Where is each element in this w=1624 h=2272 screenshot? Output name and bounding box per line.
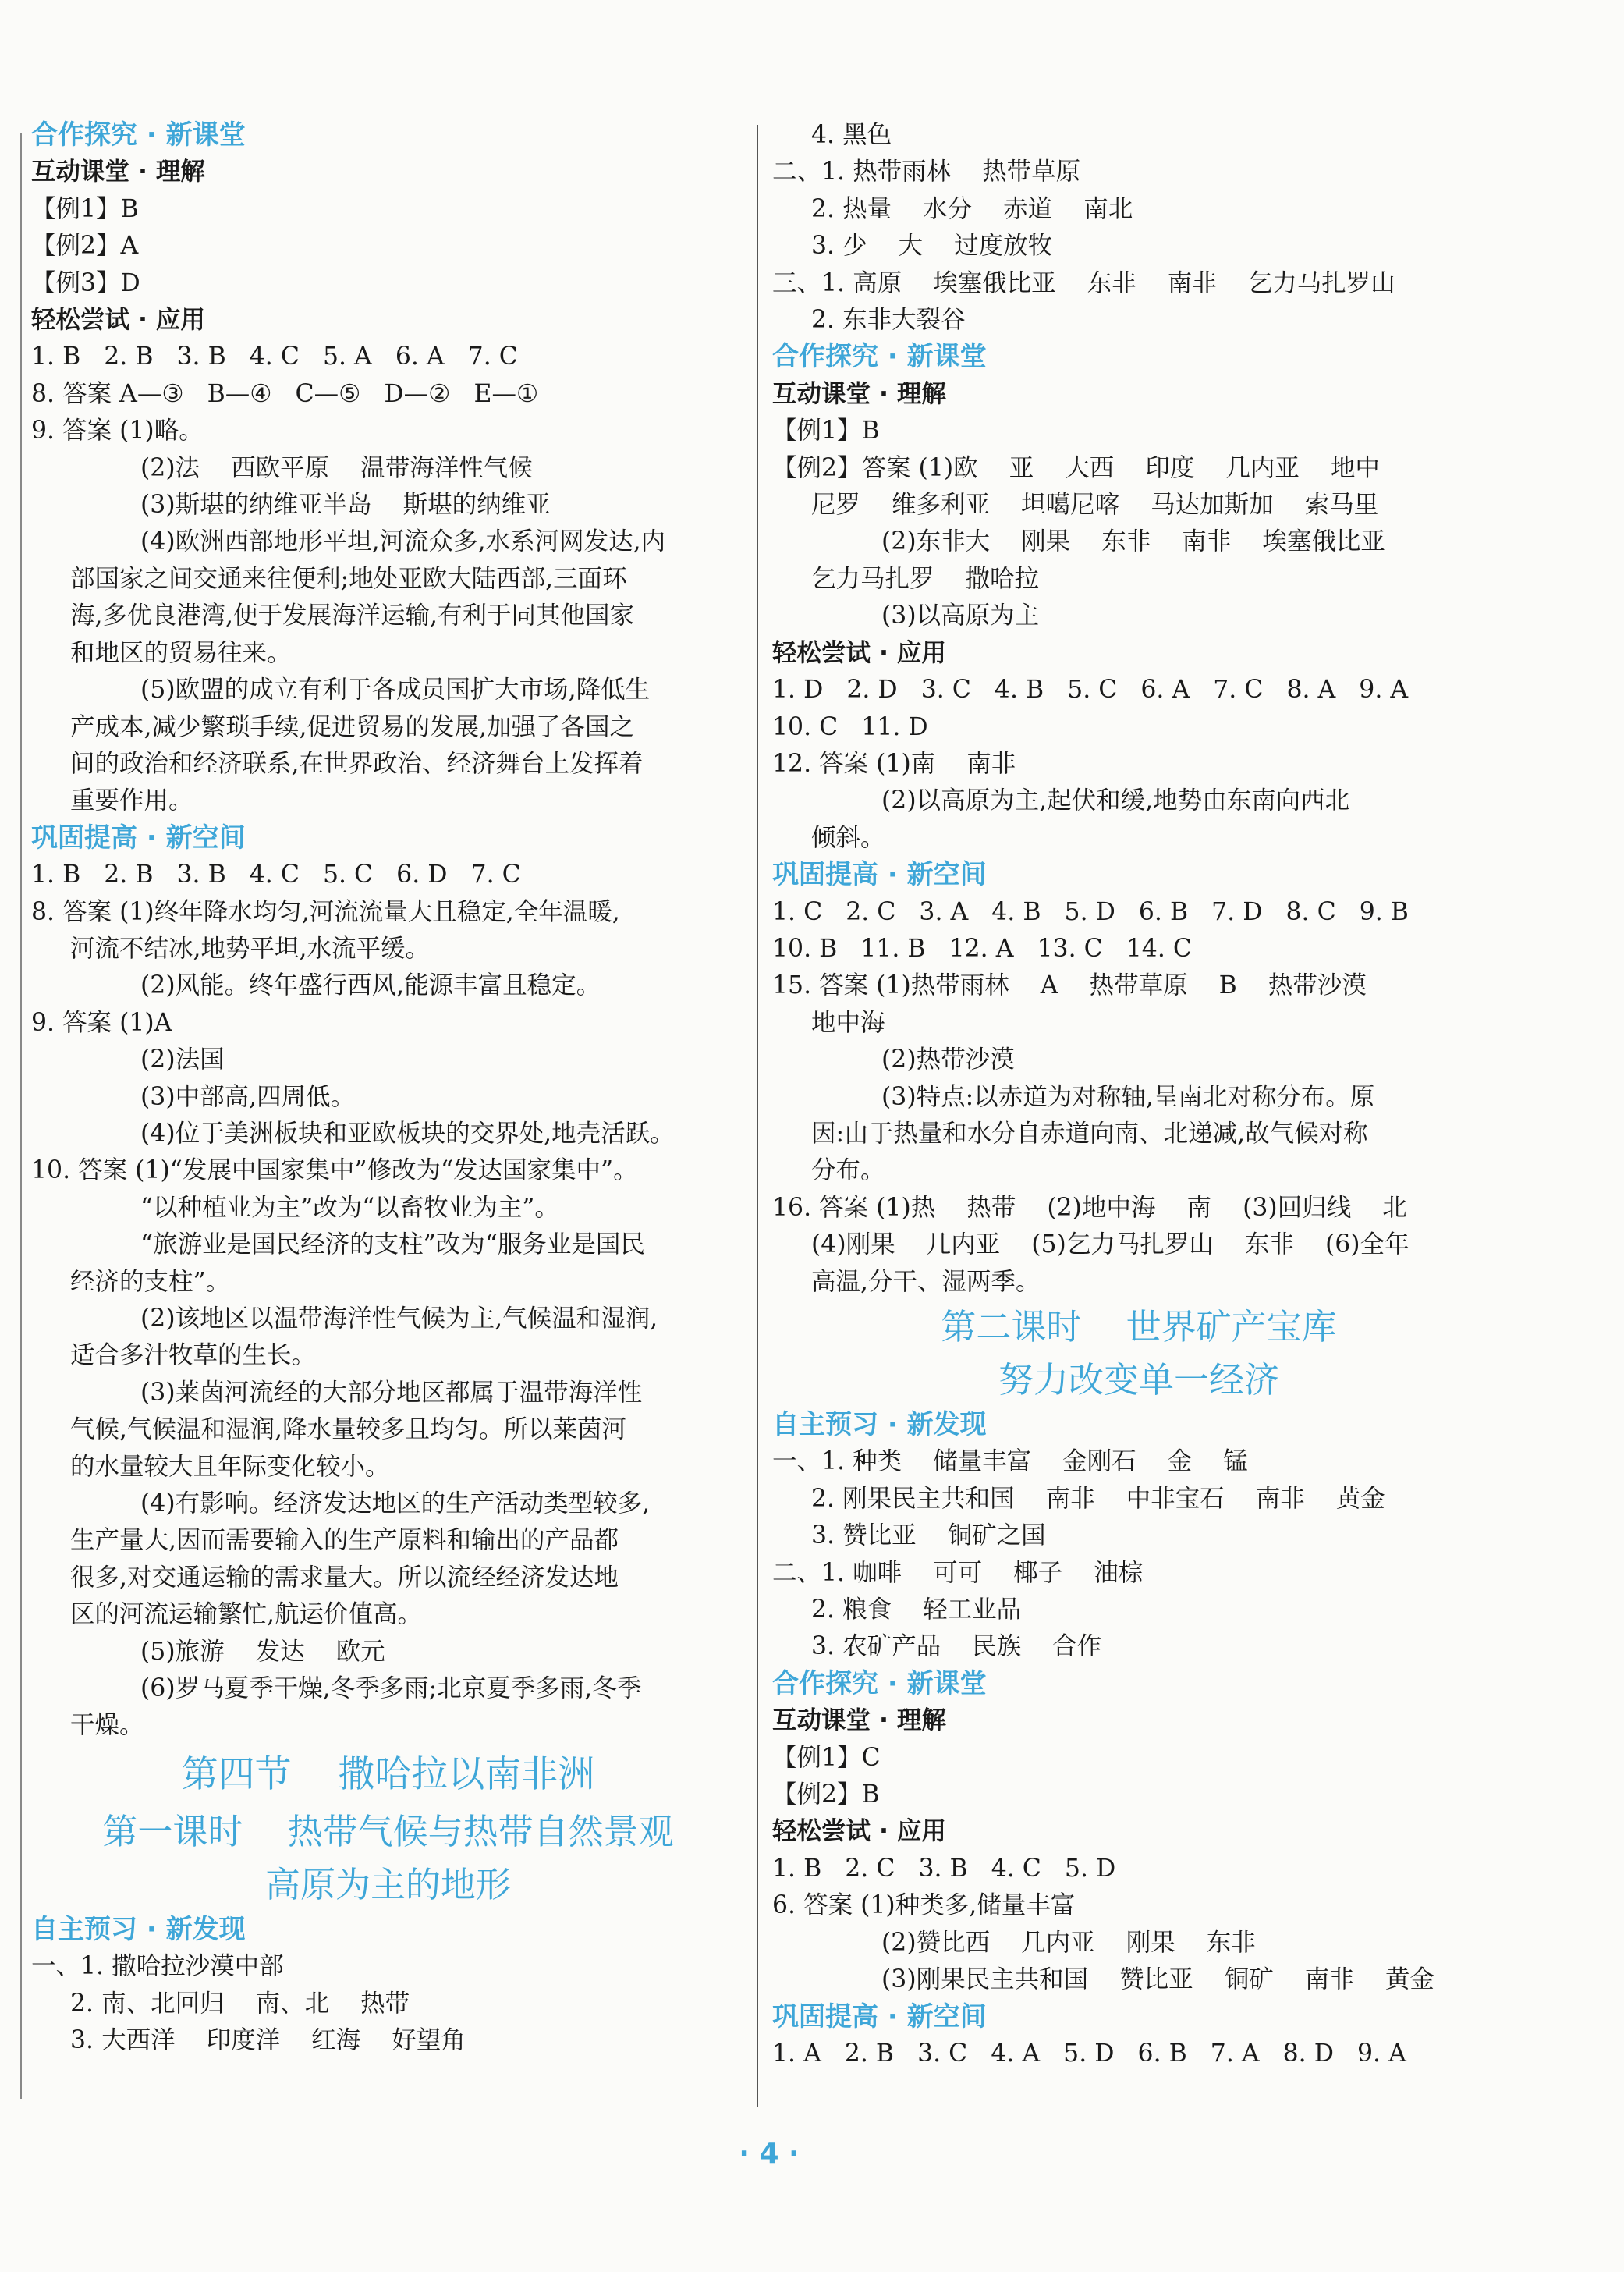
answer-line: (3)中部高,四周低。 [140, 1082, 356, 1111]
answer-line: (2)赞比西 几内亚 刚果 东非 [881, 1928, 1256, 1957]
answer-line: (3)刚果民主共和国 赞比亚 铜矿 南非 黄金 [881, 1965, 1434, 1994]
answer-line: (4)欧洲西部地形平坦,河流众多,水系河网发达,内 [140, 527, 666, 556]
answer-line: 河流不结冰,地势平坦,水流平缓。 [70, 934, 431, 963]
right-column [772, 117, 1505, 2072]
answer-line: 1. C 2. C 3. A 4. B 5. D 6. B 7. D 8. C 9. B [772, 897, 1409, 926]
answer-line: 10. 答案 (1)“发展中国家集中”修改为“发达国家集中”。 [31, 1156, 638, 1185]
answer-line: (2)该地区以温带海洋性气候为主,气候温和湿润, [140, 1305, 658, 1333]
answer-line: 6. 答案 (1)种类多,储量丰富 [772, 1891, 1076, 1920]
answer-line: (4)位于美洲板块和亚欧板块的交界处,地壳活跃。 [140, 1119, 675, 1148]
answer-line: (2)法 西欧平原 温带海洋性气候 [140, 453, 533, 482]
column-divider [757, 125, 758, 2107]
answer-line: 3. 少 大 过度放牧 [811, 232, 1053, 261]
section-heading: 合作探究 · 新课堂 [31, 119, 246, 151]
answer-line: 区的河流运输繁忙,航运价值高。 [70, 1600, 423, 1629]
section-heading: 自主预习 · 新发现 [772, 1409, 987, 1440]
answer-line: 高温,分干、湿两季。 [811, 1267, 1041, 1296]
left-column [31, 117, 745, 2060]
answer-line: 4. 黑色 [811, 121, 892, 149]
answer-line: 三、1. 高原 埃塞俄比亚 东非 南非 乞力马扎罗山 [772, 268, 1395, 297]
subsection-heading: 互动课堂 · 理解 [772, 379, 946, 408]
answer-line: 产成本,减少繁琐手续,促进贸易的发展,加强了各国之 [70, 712, 635, 741]
answer-line: 【例2】答案 (1)欧 亚 大西 印度 几内亚 地中 [772, 453, 1380, 482]
answer-line: 15. 答案 (1)热带雨林 A 热带草原 B 热带沙漠 [772, 971, 1367, 1000]
answer-line: 3. 大西洋 印度洋 红海 好望角 [70, 2026, 466, 2055]
subsection-heading: 轻松尝试 · 应用 [31, 306, 205, 335]
answer-line: 的水量较大且年际变化较小。 [70, 1452, 390, 1481]
answer-line: 1. B 2. B 3. B 4. C 5. A 6. A 7. C [31, 343, 518, 371]
answer-line: (6)罗马夏季干燥,冬季多雨;北京夏季多雨,冬季 [140, 1674, 642, 1703]
answer-line: 二、1. 咖啡 可可 椰子 油棕 [772, 1558, 1144, 1587]
answer-line: (5)旅游 发达 欧元 [140, 1637, 385, 1666]
answer-line: 间的政治和经济联系,在世界政治、经济舞台上发挥着 [70, 749, 644, 778]
answer-line: 干燥。 [70, 1711, 144, 1740]
answer-line: 8. 答案 A—③ B—④ C—⑤ D—② E—① [31, 379, 539, 408]
section-heading: 巩固提高 · 新空间 [772, 2000, 987, 2032]
answer-line: 1. B 2. B 3. B 4. C 5. C 6. D 7. C [31, 861, 521, 889]
answer-line: 乞力马扎罗 撒哈拉 [811, 564, 1040, 593]
answer-line: 【例1】B [772, 417, 880, 446]
answer-line: 部国家之间交通来往便利;地处亚欧大陆西部,三面环 [70, 564, 627, 593]
answer-line: 因:由于热量和水分自赤道向南、北递减,故气候对称 [811, 1119, 1368, 1148]
answer-line: 气候,气候温和湿润,降水量较多且均匀。所以莱茵河 [70, 1415, 627, 1444]
answer-line: 重要作用。 [70, 786, 193, 815]
answer-line: (3)莱茵河流经的大部分地区都属于温带海洋性 [140, 1378, 643, 1407]
subsection-heading: 互动课堂 · 理解 [31, 158, 205, 186]
section-heading: 巩固提高 · 新空间 [31, 822, 246, 854]
answer-line: 【例3】D [31, 268, 140, 297]
answer-line: (2)热带沙漠 [881, 1045, 1015, 1074]
answer-line: 分布。 [811, 1156, 885, 1185]
answer-line: 10. C 11. D [772, 712, 928, 741]
section-heading: 巩固提高 · 新空间 [772, 859, 987, 891]
answer-line: “旅游业是国民经济的支柱”改为“服务业是国民 [140, 1230, 645, 1259]
answer-line: 倾斜。 [811, 823, 885, 852]
answer-line: (4)刚果 几内亚 (5)乞力马扎罗山 东非 (6)全年 [811, 1230, 1409, 1259]
answer-line: (4)有影响。经济发达地区的生产活动类型较多, [140, 1489, 651, 1518]
answer-line: (2)东非大 刚果 东非 南非 埃塞俄比亚 [881, 527, 1385, 556]
answer-line: 8. 答案 (1)终年降水均匀,河流流量大且稳定,全年温暖, [31, 897, 620, 926]
section-title: 第四节 撒哈拉以南非洲 [181, 1752, 595, 1796]
answer-line: 2. 刚果民主共和国 南非 中非宝石 南非 黄金 [811, 1484, 1385, 1513]
answer-line: (3)以高原为主 [881, 602, 1040, 630]
answer-line: (2)风能。终年盛行西风,能源丰富且稳定。 [140, 971, 601, 1000]
answer-line: 16. 答案 (1)热 热带 (2)地中海 南 (3)回归线 北 [772, 1193, 1407, 1222]
answer-line: (2)法国 [140, 1045, 225, 1074]
answer-line: 【例1】B [31, 194, 139, 223]
answer-line: 一、1. 种类 储量丰富 金刚石 金 锰 [772, 1447, 1248, 1476]
answer-line: 很多,对交通运输的需求量大。所以流经经济发达地 [70, 1563, 619, 1592]
answer-line: 和地区的贸易往来。 [70, 638, 292, 667]
answer-line: (5)欧盟的成立有利于各成员国扩大市场,降低生 [140, 676, 651, 705]
answer-line: 10. B 11. B 12. A 13. C 14. C [772, 934, 1192, 963]
answer-line: 海,多优良港湾,便于发展海洋运输,有利于同其他国家 [70, 602, 635, 630]
section-title: 第一课时 热带气候与热带自然景观 [102, 1810, 674, 1852]
section-heading: 自主预习 · 新发现 [31, 1913, 246, 1945]
answer-line: 【例1】C [772, 1743, 881, 1772]
answer-line: 经济的支柱”。 [70, 1267, 231, 1296]
answer-line: 12. 答案 (1)南 南非 [772, 749, 1016, 778]
answer-line: 9. 答案 (1)略。 [31, 417, 204, 446]
subsection-heading: 互动课堂 · 理解 [772, 1706, 946, 1735]
section-title: 第二课时 世界矿产宝库 [941, 1306, 1337, 1347]
answer-line: 1. D 2. D 3. C 4. B 5. C 6. A 7. C 8. A 9. A [772, 676, 1409, 705]
answer-line: 生产量大,因而需要输入的生产原料和输出的产品都 [70, 1526, 619, 1555]
section-heading: 合作探究 · 新课堂 [772, 341, 987, 373]
answer-line: 9. 答案 (1)A [31, 1008, 172, 1037]
answer-line: 一、1. 撒哈拉沙漠中部 [31, 1952, 284, 1981]
section-heading: 合作探究 · 新课堂 [772, 1667, 987, 1699]
answer-line: 3. 农矿产品 民族 合作 [811, 1632, 1102, 1661]
subsection-heading: 轻松尝试 · 应用 [772, 638, 946, 667]
section-title: 努力改变单一经济 [998, 1359, 1279, 1400]
answer-line: 2. 粮食 轻工业品 [811, 1596, 1022, 1624]
subsection-heading: 轻松尝试 · 应用 [772, 1817, 946, 1846]
page-number: · 4 · [739, 2138, 800, 2170]
answer-line: 二、1. 热带雨林 热带草原 [772, 158, 1081, 186]
page-edge-line [20, 133, 22, 2099]
answer-line: (3)斯堪的纳维亚半岛 斯堪的纳维亚 [140, 491, 551, 520]
answer-line: 地中海 [811, 1008, 885, 1037]
answer-line: 【例2】A [31, 232, 139, 261]
answer-line: (3)特点:以赤道为对称轴,呈南北对称分布。原 [881, 1082, 1375, 1111]
section-title: 高原为主的地形 [264, 1863, 511, 1905]
answer-line: 2. 东非大裂谷 [811, 306, 966, 335]
answer-line: 2. 南、北回归 南、北 热带 [70, 1989, 410, 2018]
answer-line: “以种植业为主”改为“以畜牧业为主”。 [140, 1193, 559, 1222]
answer-line: 2. 热量 水分 赤道 南北 [811, 194, 1133, 223]
answer-line: (2)以高原为主,起伏和缓,地势由东南向西北 [881, 786, 1350, 815]
answer-line: 3. 赞比亚 铜矿之国 [811, 1521, 1046, 1550]
answer-line: 适合多汁牧草的生长。 [70, 1341, 317, 1370]
answer-line: 【例2】B [772, 1780, 880, 1809]
answer-line: 1. A 2. B 3. C 4. A 5. D 6. B 7. A 8. D 9. A [772, 2039, 1406, 2068]
answer-line: 尼罗 维多利亚 坦噶尼喀 马达加斯加 索马里 [811, 491, 1379, 520]
answer-line: 1. B 2. C 3. B 4. C 5. D [772, 1854, 1116, 1883]
